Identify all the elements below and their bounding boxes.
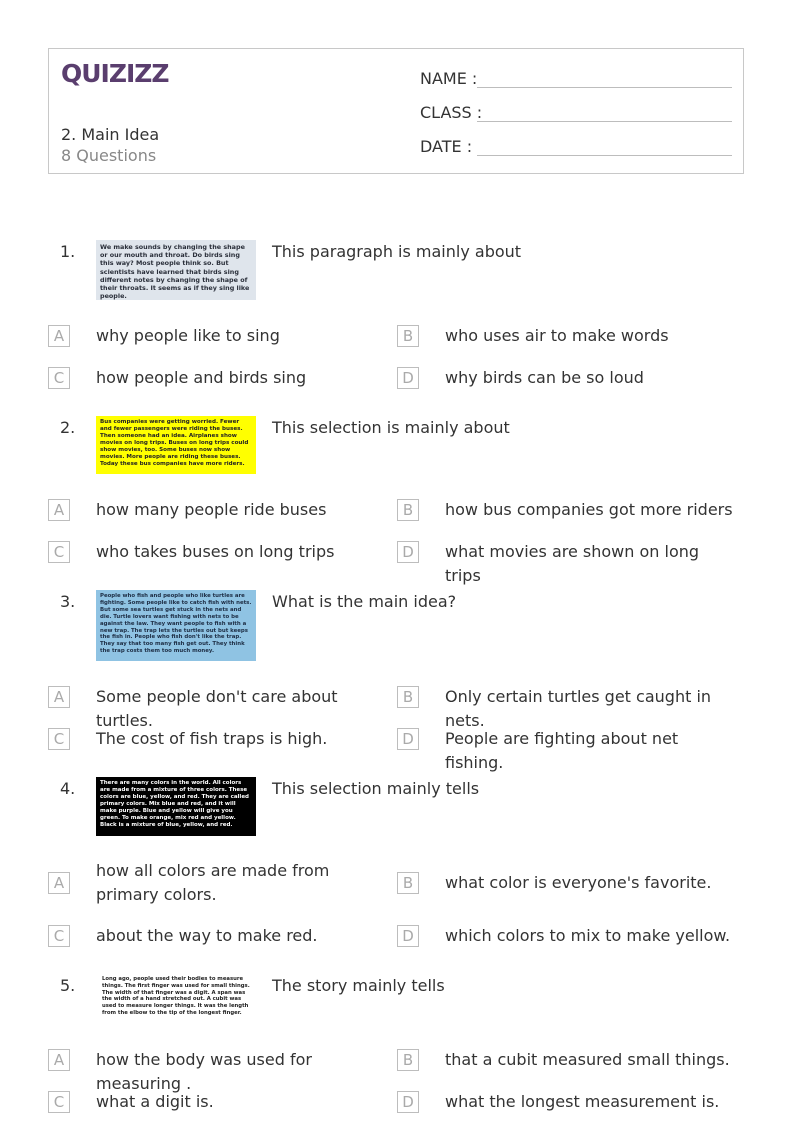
option-letter: B bbox=[397, 499, 419, 521]
question-count: 8 Questions bbox=[61, 146, 157, 165]
option-text: how people and birds sing bbox=[96, 368, 307, 387]
option-text: People are fighting about net fishing. bbox=[445, 729, 679, 772]
question-number: 1. bbox=[60, 242, 76, 261]
option-text: what a digit is. bbox=[96, 1092, 214, 1111]
option-text: why birds can be so loud bbox=[445, 368, 644, 387]
date-line bbox=[477, 155, 732, 156]
option-letter: D bbox=[397, 541, 419, 563]
worksheet-title: 2. Main Idea bbox=[61, 125, 160, 144]
option-letter: C bbox=[48, 728, 70, 750]
option-letter: B bbox=[397, 325, 419, 347]
option-text: what the longest measurement is. bbox=[445, 1092, 720, 1111]
name-line bbox=[477, 87, 732, 88]
option-letter: D bbox=[397, 1091, 419, 1113]
option-text: which colors to mix to make yellow. bbox=[445, 926, 731, 945]
option-text: The cost of fish traps is high. bbox=[96, 729, 328, 748]
option-text: how bus companies got more riders bbox=[445, 500, 733, 519]
question-image: There are many colors in the world. All colors are made from a mixture of three colors. These colors are blue, yellow, and red. They are called primary colors. Mix blue and red, and it will make purple. Blue and yellow will give you green. To make orange, mix red and yellow. Black is a mixture of blue, yellow, and red. bbox=[96, 777, 256, 836]
name-label: NAME : bbox=[420, 69, 478, 88]
question-image: Long ago, people used their bodies to measure things. The first finger was used for small things. The width of that finger was a digit. A span was the width of a hand stretched out. A cubit was used to measure longer things. It was the length from the elbow to the tip of the longest finger. bbox=[96, 974, 256, 1024]
question-number: 3. bbox=[60, 592, 76, 611]
option-text: Only certain turtles get caught in nets. bbox=[445, 687, 712, 730]
class-label: CLASS : bbox=[420, 103, 483, 122]
question-number: 4. bbox=[60, 779, 76, 798]
quizizz-logo: QUIZIZZ bbox=[61, 59, 169, 88]
option-text: why people like to sing bbox=[96, 326, 280, 345]
worksheet-header bbox=[48, 48, 744, 174]
class-line bbox=[477, 121, 732, 122]
option-text: about the way to make red. bbox=[96, 926, 318, 945]
option-letter: D bbox=[397, 925, 419, 947]
option-text: how many people ride buses bbox=[96, 500, 327, 519]
option-letter: A bbox=[48, 686, 70, 708]
question-number: 2. bbox=[60, 418, 76, 437]
question-prompt: This paragraph is mainly about bbox=[272, 242, 522, 261]
option-letter: A bbox=[48, 325, 70, 347]
question-prompt: This selection mainly tells bbox=[272, 779, 480, 798]
option-letter: A bbox=[48, 499, 70, 521]
option-text: what movies are shown on long trips bbox=[445, 542, 700, 585]
option-letter: C bbox=[48, 541, 70, 563]
question-prompt: The story mainly tells bbox=[272, 976, 445, 995]
option-letter: B bbox=[397, 872, 419, 894]
question-image: People who fish and people who like turtles are fighting. Some people like to catch fish with nets. But some sea turtles get stuck in the nets and die. Turtle lovers want fishing with nets to be against the law. They want people to fish with a new trap. The trap lets the turtles out but keeps the fish in. People who fish don't like the trap. They say that too many fish get out. They think the trap costs them too much money. bbox=[96, 590, 256, 661]
option-letter: D bbox=[397, 728, 419, 750]
option-text: how all colors are made from primary colors. bbox=[96, 861, 330, 904]
option-letter: D bbox=[397, 367, 419, 389]
option-text: Some people don't care about turtles. bbox=[96, 687, 338, 730]
option-letter: B bbox=[397, 1049, 419, 1071]
option-letter: B bbox=[397, 686, 419, 708]
option-text: how the body was used for measuring . bbox=[96, 1050, 312, 1093]
option-letter: C bbox=[48, 925, 70, 947]
option-text: who uses air to make words bbox=[445, 326, 669, 345]
name-field[interactable] bbox=[420, 69, 477, 88]
option-letter: A bbox=[48, 872, 70, 894]
question-prompt: This selection is mainly about bbox=[272, 418, 510, 437]
question-image: We make sounds by changing the shape or our mouth and throat. Do birds sing this way? Most people think so. But scientists have learned that birds sing different notes by changing the shape of their throats. It seems as if they sing like people. bbox=[96, 240, 256, 300]
option-text: who takes buses on long trips bbox=[96, 542, 335, 561]
date-label: DATE : bbox=[420, 137, 473, 156]
class-field[interactable] bbox=[420, 103, 482, 122]
option-letter: C bbox=[48, 1091, 70, 1113]
option-text: what color is everyone's favorite. bbox=[445, 873, 712, 892]
question-number: 5. bbox=[60, 976, 76, 995]
option-letter: C bbox=[48, 367, 70, 389]
question-image: Bus companies were getting worried. Fewer and fewer passengers were riding the buses. Then someone had an idea. Airplanes show movies on long trips. Buses on long trips could show movies, too. Some buses now show movies. More people are riding these buses. Today these bus companies have more riders. bbox=[96, 416, 256, 474]
option-text: that a cubit measured small things. bbox=[445, 1050, 730, 1069]
option-letter: A bbox=[48, 1049, 70, 1071]
question-prompt: What is the main idea? bbox=[272, 592, 457, 611]
date-field[interactable] bbox=[420, 137, 472, 156]
